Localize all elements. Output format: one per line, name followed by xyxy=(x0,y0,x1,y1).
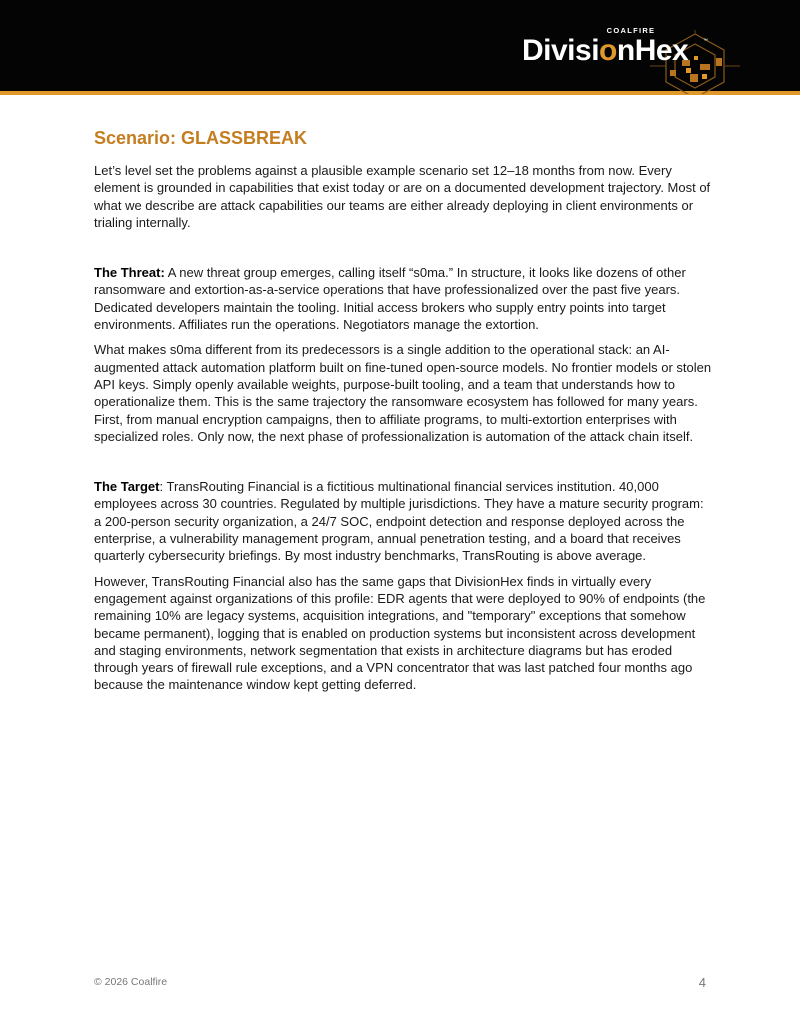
threat-label: The Threat: xyxy=(94,265,165,281)
target-text: : TransRouting Financial is a fictitious multinational financial services institution. 40,000 employees across 30 countries. Regulated by multiple jurisdictions. They have a mature security program: a 200-person security organization, a 24/7 SOC, endpoint detection and response deployed across the enterprise, a vulnerability management program, annual penetration testing, and a board that receives quarterly cybersecurity briefings. By most industry benchmarks, TransRouting is above average. xyxy=(94,479,704,564)
section-title: Scenario: GLASSBREAK xyxy=(94,128,308,148)
target-paragraph xyxy=(94,478,714,564)
page-number: 4 xyxy=(698,975,706,990)
logo-company-name: COALFIRE xyxy=(606,26,656,35)
target-label: The Target xyxy=(94,479,160,495)
threat-text: A new threat group emerges, calling itself “s0ma.” In structure, it looks like dozens of other ransomware and extortion-as-a-service operations that have professionalized over the past five years. Dedicated developers maintain the tooling. Initial access brokers who supply entry points into target environments. Affiliates run the operations. Negotiators manage the extortion. xyxy=(94,265,686,333)
logo-wordmark xyxy=(522,33,688,69)
logo-word-o: o xyxy=(599,34,617,67)
logo-word-part: Divisi xyxy=(522,34,600,67)
logo-word-part: nHex xyxy=(616,34,689,67)
footer-copyright: © 2026 Coalfire xyxy=(94,976,168,988)
intro-paragraph: Let’s level set the problems against a plausible example scenario set 12–18 months from now. Every element is grounded in capabilities that exist today or are on a documented development trajectory. Most of what we describe are attack capabilities our teams are either already deploying in client environments or trialing internally. xyxy=(94,163,711,230)
logo-trademark: ™ xyxy=(703,38,708,44)
main-content xyxy=(94,126,714,702)
threat-paragraph xyxy=(94,264,714,333)
target-paragraph-2: However, TransRouting Financial also has the same gaps that DivisionHex finds in virtually every engagement against organizations of this profile: EDR agents that were deployed to 90% of endpoints (the remaining 10% are legacy systems, acquisition integrations, and "temporary" exceptions that somehow became permanent), logging that is enabled on production systems but inconsistent across development and staging environments, network segmentation that exists in architecture diagrams but has eroded through years of firewall rule exceptions, and a VPN concentrator that was last patched four months ago because the maintenance window kept getting deferred. xyxy=(94,573,706,693)
threat-paragraph-2: What makes s0ma different from its predecessors is a single addition to the operational stack: an AI-augmented attack automation platform built on fine-tuned open-source models. No frontier models or stolen API keys. Simply openly available weights, purpose-built tooling, and a team that understands how to operationalize them. This is the same trajectory the ransomware ecosystem has followed for many years. First, from manual encryption campaigns, then to affiliate programs, to multi-extortion enterprises with specialized roles. Only now, the next phase of professionalization is automation of the attack chain itself. xyxy=(94,342,712,444)
brand-logo xyxy=(0,0,800,93)
